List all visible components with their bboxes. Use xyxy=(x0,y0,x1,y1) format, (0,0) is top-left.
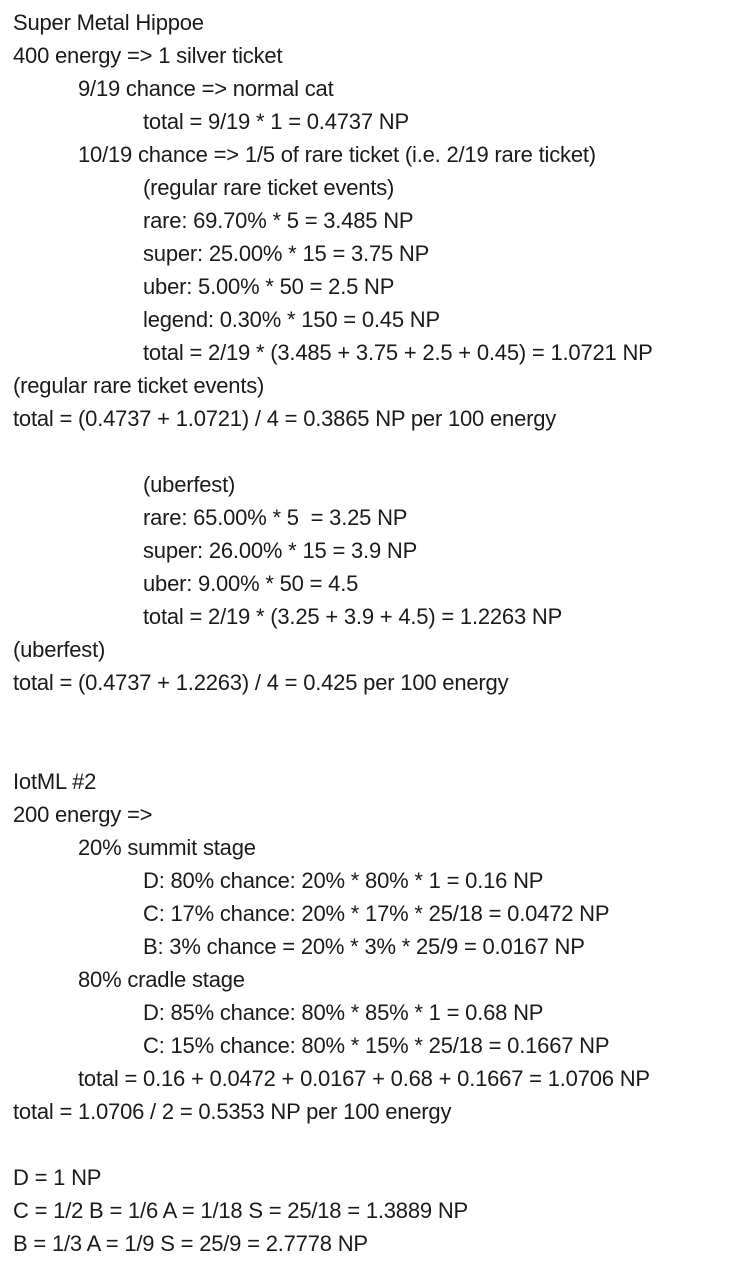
text-line: B: 3% chance = 20% * 3% * 25/9 = 0.0167 NP xyxy=(143,934,585,959)
text-line: IotML #2 xyxy=(13,769,97,794)
text-line: 400 energy => 1 silver ticket xyxy=(13,43,283,68)
text-line: rare: 65.00% * 5 = 3.25 NP xyxy=(143,505,408,530)
text-line: legend: 0.30% * 150 = 0.45 NP xyxy=(143,307,440,332)
blank-line xyxy=(13,1128,755,1161)
text-line: C: 15% chance: 80% * 15% * 25/18 = 0.1667 NP xyxy=(143,1033,610,1058)
blank-line xyxy=(13,699,755,732)
text-line: D = 1 NP xyxy=(13,1165,102,1190)
text-line: D: 80% chance: 20% * 80% * 1 = 0.16 NP xyxy=(143,868,544,893)
text-line: B = 1/3 A = 1/9 S = 25/9 = 2.7778 NP xyxy=(13,1231,368,1256)
text-line: 80% cradle stage xyxy=(78,967,245,992)
text-line: D: 85% chance: 80% * 85% * 1 = 0.68 NP xyxy=(143,1000,544,1025)
text-line: Super Metal Hippoe xyxy=(13,10,204,35)
text-line: total = (0.4737 + 1.2263) / 4 = 0.425 per 100 energy xyxy=(13,670,509,695)
text-line: total = 2/19 * (3.485 + 3.75 + 2.5 + 0.45) = 1.0721 NP xyxy=(143,340,653,365)
text-line: total = (0.4737 + 1.0721) / 4 = 0.3865 NP per 100 energy xyxy=(13,406,557,431)
text-line: total = 9/19 * 1 = 0.4737 NP xyxy=(143,109,409,134)
text-line: super: 25.00% * 15 = 3.75 NP xyxy=(143,241,430,266)
text-line: (regular rare ticket events) xyxy=(143,175,395,200)
text-line: 200 energy => xyxy=(13,802,153,827)
text-line: 10/19 chance => 1/5 of rare ticket (i.e. 2/19 rare ticket) xyxy=(78,142,596,167)
text-line: uber: 5.00% * 50 = 2.5 NP xyxy=(143,274,395,299)
blank-line xyxy=(13,732,755,765)
text-line: total = 0.16 + 0.0472 + 0.0167 + 0.68 + 0.1667 = 1.0706 NP xyxy=(78,1066,650,1091)
text-line: uber: 9.00% * 50 = 4.5 xyxy=(143,571,359,596)
text-line: total = 1.0706 / 2 = 0.5353 NP per 100 energy xyxy=(13,1099,452,1124)
text-line: C = 1/2 B = 1/6 A = 1/18 S = 25/18 = 1.3889 NP xyxy=(13,1198,468,1223)
text-line: rare: 69.70% * 5 = 3.485 NP xyxy=(143,208,414,233)
text-line: 20% summit stage xyxy=(78,835,256,860)
text-line: total = 2/19 * (3.25 + 3.9 + 4.5) = 1.2263 NP xyxy=(143,604,563,629)
text-line: super: 26.00% * 15 = 3.9 NP xyxy=(143,538,418,563)
text-line: (uberfest) xyxy=(143,472,236,497)
text-line: (regular rare ticket events) xyxy=(13,373,265,398)
text-line: (uberfest) xyxy=(13,637,106,662)
blank-line xyxy=(13,435,755,468)
text-line: C: 17% chance: 20% * 17% * 25/18 = 0.0472 NP xyxy=(143,901,610,926)
text-line: 9/19 chance => normal cat xyxy=(78,76,334,101)
